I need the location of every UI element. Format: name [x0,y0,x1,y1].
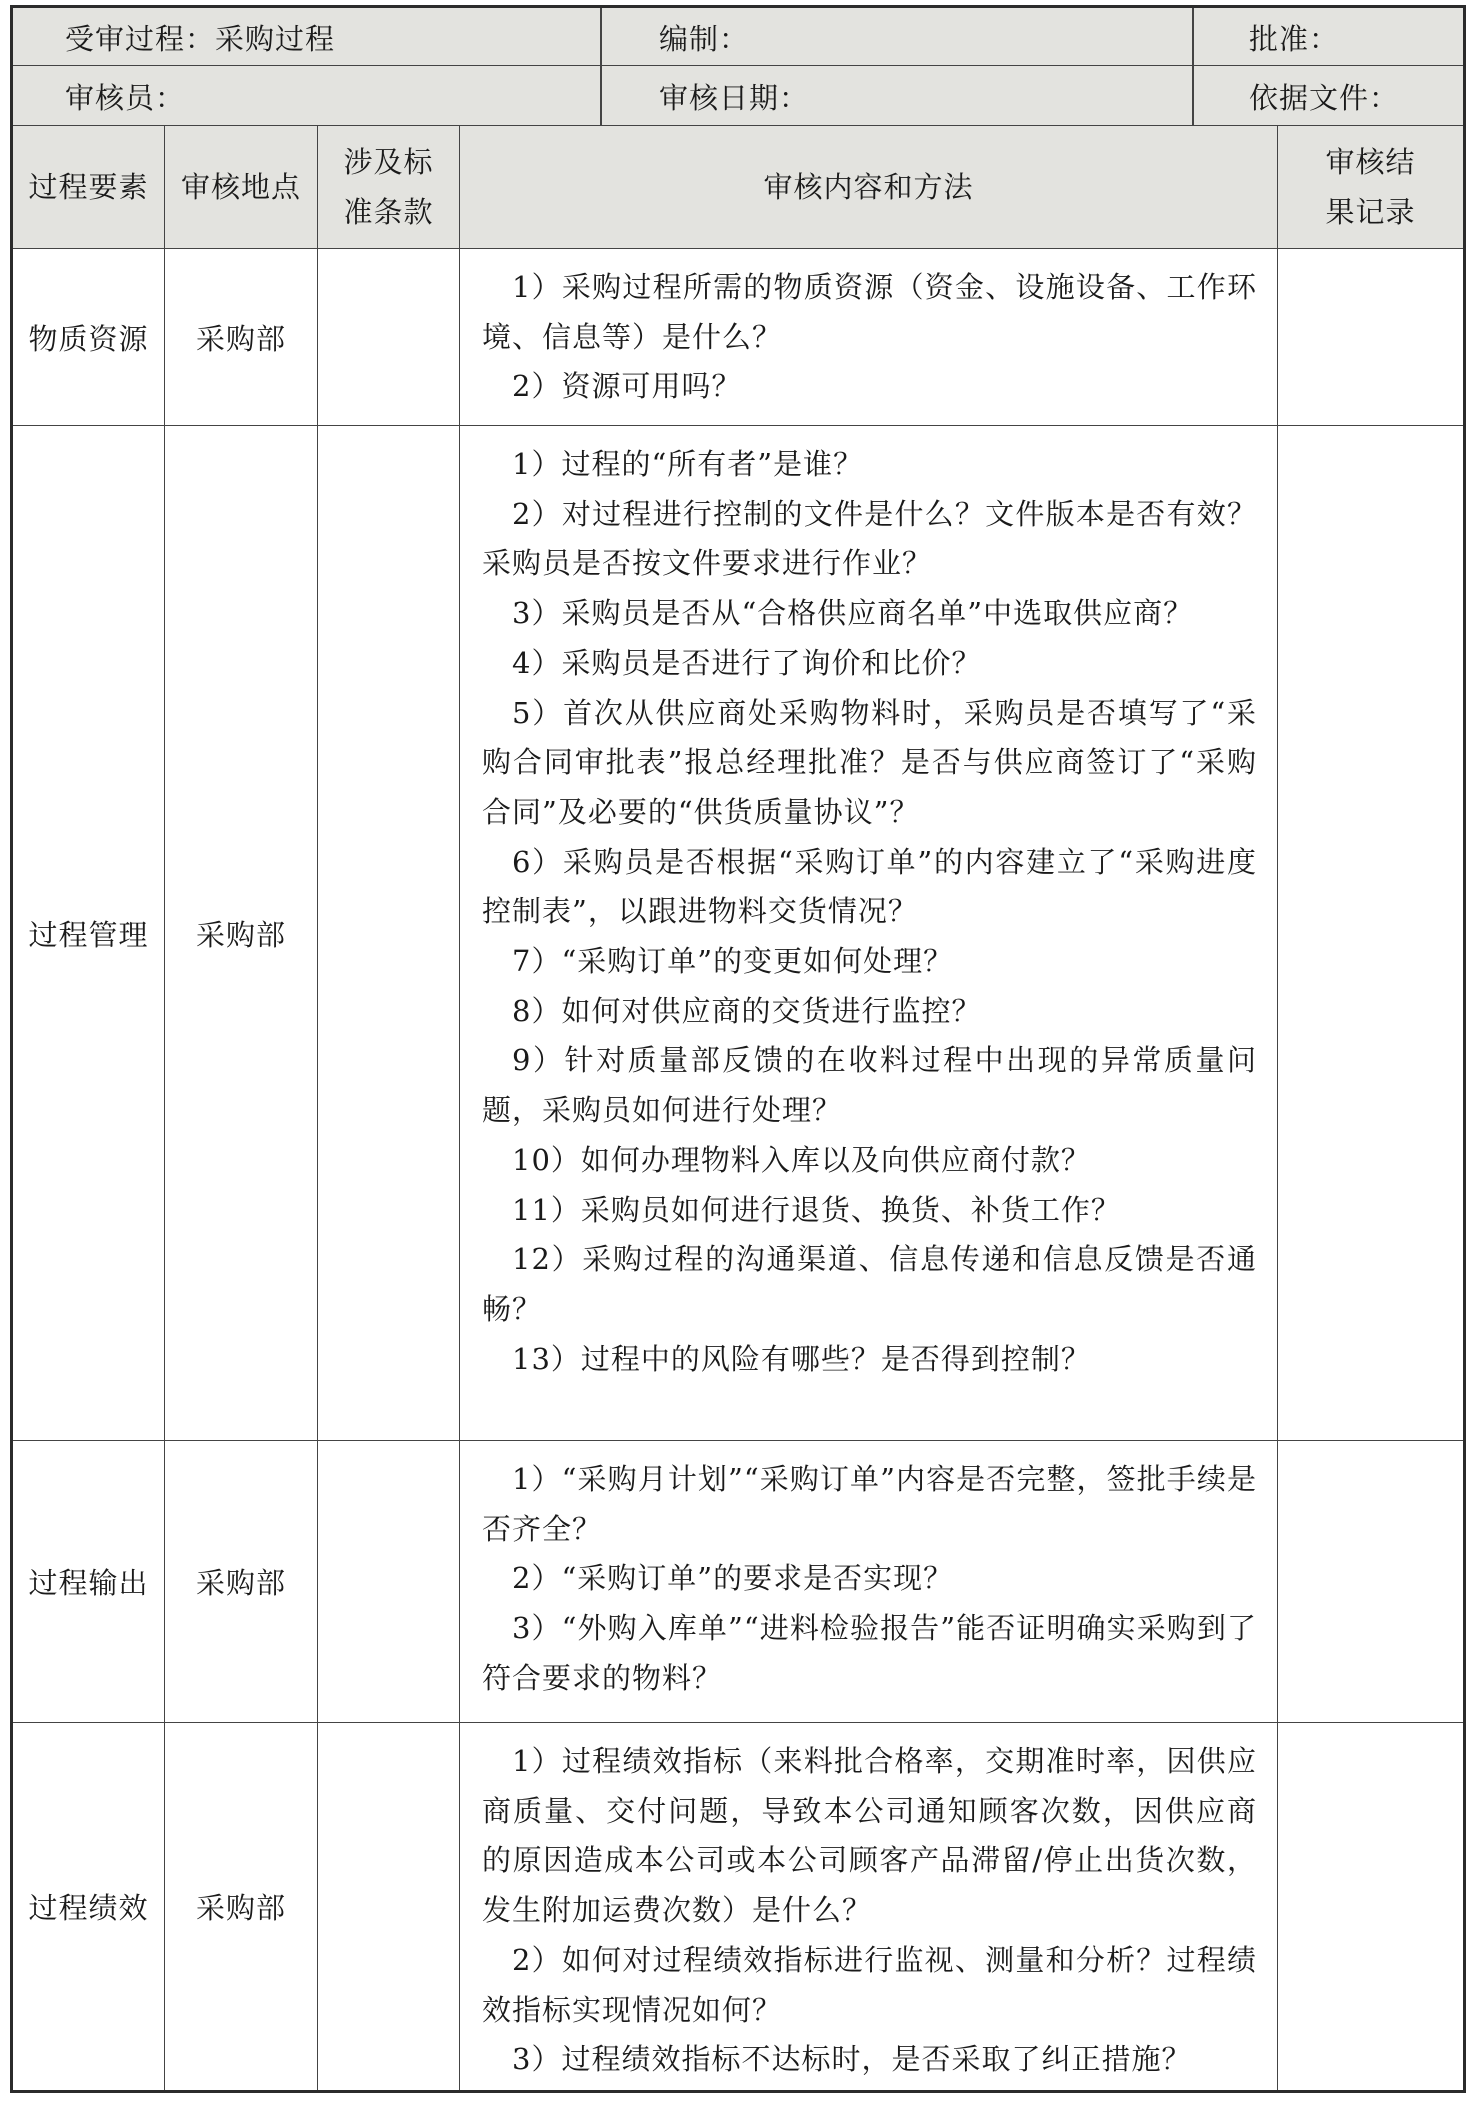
col-header-location: 审核地点 [165,126,318,249]
content-item: 1）采购过程所需的物质资源（资金、设施设备、工作环境、信息等）是什么？ [482,270,1257,354]
approved-label: 批准： [1249,21,1340,56]
row-content [460,426,1278,1441]
auditor-label: 审核员： [65,80,186,115]
content-item: 8）如何对供应商的交货进行监控？ [512,993,982,1028]
row-result [1278,249,1463,426]
prepared-label: 编制： [659,21,750,56]
col-header-content: 审核内容和方法 [460,126,1278,249]
row-element: 物质资源 [13,249,165,426]
process-label: 受审过程：采购过程 [65,21,336,56]
content-item: 4）采购员是否进行了询价和比价？ [512,645,982,680]
row-location: 采购部 [165,249,318,426]
content-item: 11）采购员如何进行退货、换货、补货工作？ [512,1192,1121,1227]
row-element: 过程输出 [13,1441,165,1723]
content-item: 3）过程绩效指标不达标时，是否采取了纠正措施？ [512,2042,1192,2077]
row-content [460,249,1278,426]
audit-checklist-table [10,5,1466,2093]
col-header-result-text: 审核结果记录 [1325,145,1416,229]
content-item: 2）对过程进行控制的文件是什么？文件版本是否有效？采购员是否按文件要求进行作业？ [482,496,1257,581]
divider [600,8,602,126]
content-item: 12）采购过程的沟通渠道、信息传递和信息反馈是否通畅？ [482,1242,1257,1326]
row-content [460,1441,1278,1723]
row-result [1278,426,1463,1441]
row-clause [318,426,460,1441]
content-item: 7）“采购订单”的变更如何处理？ [512,944,954,979]
content-item: 2）如何对过程绩效指标进行监视、测量和分析？过程绩效指标实现情况如何？ [482,1942,1257,2027]
content-item: 2）“采购订单”的要求是否实现？ [512,1561,954,1596]
col-header-result [1278,126,1463,249]
content-item: 1）“采购月计划”“采购订单”内容是否完整，签批手续是否齐全？ [482,1462,1257,1546]
row-result [1278,1723,1463,2090]
content-item: 1）过程绩效指标（来料批合格率，交期准时率，因供应商质量、交付问题，导致本公司通知顾客次数，因供应商的原因造成本公司或本公司顾客产品滞留/停止出货次数，发生附加运费次数）是什么？ [482,1744,1257,1928]
content-item: 9）针对质量部反馈的在收料过程中出现的异常质量问题，采购员如何进行处理？ [482,1043,1257,1128]
basis-label: 依据文件： [1249,80,1400,115]
content-item: 6）采购员是否根据“采购订单”的内容建立了“采购进度控制表”，以跟进物料交货情况？ [482,844,1257,929]
col-header-element: 过程要素 [13,126,165,249]
content-item: 5）首次从供应商处采购物料时，采购员是否填写了“采购合同审批表”报总经理批准？是否与供应商签订了“采购合同”及必要的“供货质量协议”？ [482,695,1257,829]
row-location: 采购部 [165,1441,318,1723]
row-result [1278,1441,1463,1723]
content-item: 13）过程中的风险有哪些？是否得到控制？ [512,1341,1091,1376]
row-clause [318,1723,460,2090]
content-item: 3）采购员是否从“合格供应商名单”中选取供应商？ [512,596,1194,631]
row-location: 采购部 [165,1723,318,2090]
row-content [460,1723,1278,2090]
col-header-clause-text: 涉及标准条款 [343,145,434,229]
divider [1192,8,1194,126]
audit-date-label: 审核日期： [659,80,810,115]
content-item: 2）资源可用吗？ [512,369,742,404]
row-clause [318,1441,460,1723]
content-item: 3）“外购入库单”“进料检验报告”能否证明确实采购到了符合要求的物料？ [482,1611,1257,1695]
content-item: 10）如何办理物料入库以及向供应商付款？ [512,1142,1091,1177]
col-header-clause [318,126,460,249]
row-location: 采购部 [165,426,318,1441]
row-clause [318,249,460,426]
row-element: 过程管理 [13,426,165,1441]
content-item: 1）过程的“所有者”是谁？ [512,447,864,481]
row-element: 过程绩效 [13,1723,165,2090]
